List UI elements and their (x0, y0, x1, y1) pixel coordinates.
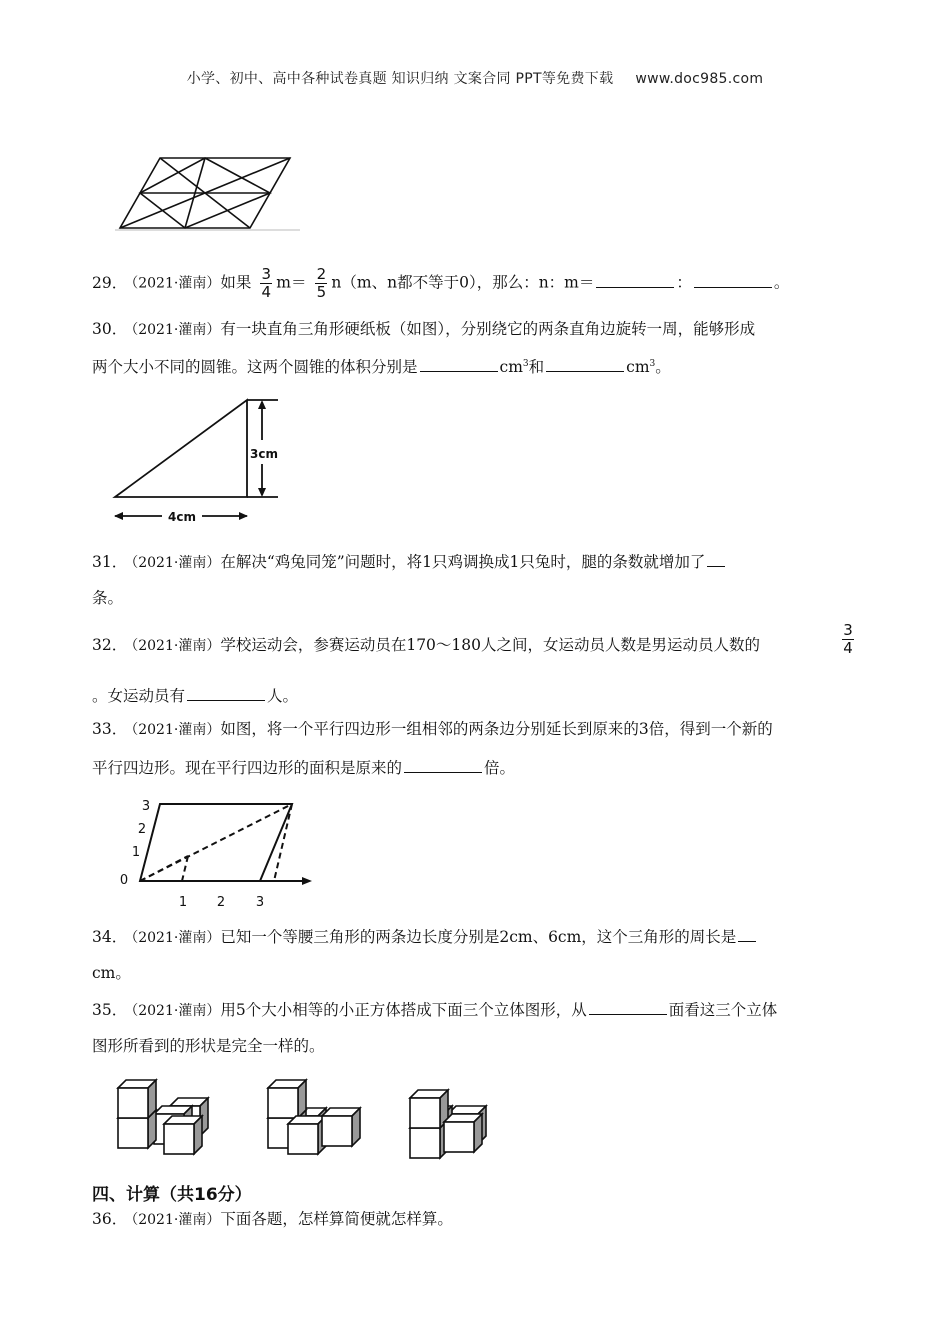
question-33-line-1 (92, 718, 773, 741)
question-34-line-1 (92, 925, 758, 949)
axis-x-tick-2: 2 (216, 895, 226, 910)
q30-text-1: 有一块直角三角形硬纸板（如图），分别绕它的两条直角边旋转一周，能够形成 (220, 320, 756, 338)
q29-source: （2021·灌南） (131, 275, 221, 292)
q35-number: 35． (92, 1001, 128, 1019)
question-31-line-1 (92, 550, 727, 574)
q33-text-2b: 倍。 (484, 759, 516, 777)
q29-blank-2[interactable] (694, 271, 772, 288)
axis-y-tick-2: 2 (137, 822, 147, 837)
q29-text-d: ： (676, 273, 692, 292)
q30-text-2c: 和 (528, 358, 545, 377)
axis-y-tick-1: 1 (131, 845, 141, 860)
q34-source: （2021·灌南） (131, 930, 221, 946)
q33-blank[interactable] (404, 756, 482, 773)
q33-text-1: 如图，将一个平行四边形一组相邻的两条边分别延长到原来的3倍，得到一个新的 (220, 720, 773, 738)
q29-number: 29． (92, 273, 128, 292)
q30-text-2a: 两个大小不同的圆锥。这两个圆锥的体积分别是 (92, 358, 418, 377)
question-30-line-2 (92, 353, 671, 378)
q31-text-1: 在解决“鸡兔同笼”问题时，将1只鸡调换成1只兔时，腿的条数就增加了 (220, 553, 706, 571)
axis-x-tick-1: 1 (178, 895, 188, 910)
question-33-line-2 (92, 756, 515, 779)
header-url[interactable]: www.doc985.com (635, 71, 764, 87)
q29-frac1-denominator: 4 (261, 283, 272, 301)
q30-unit-1: cm (499, 358, 523, 377)
parallelogram-diagonals-figure (110, 150, 300, 232)
q32-source: （2021·灌南） (131, 638, 221, 654)
q34-text-2: cm。 (92, 964, 131, 982)
q30-unit-2: cm (626, 358, 650, 377)
q31-blank[interactable] (707, 550, 725, 567)
axis-y-tick-3: 3 (141, 799, 151, 814)
question-32-line-2 (92, 684, 298, 707)
cube-structure-2 (268, 1080, 360, 1154)
q32-frac-denominator: 4 (843, 639, 853, 657)
right-triangle-figure (110, 392, 285, 527)
axis-origin-0: 0 (119, 873, 129, 888)
q30-blank-2[interactable] (546, 355, 624, 372)
axis-x-tick-3: 3 (255, 895, 265, 910)
q29-frac2-numerator: 2 (316, 265, 327, 283)
question-30-line-1 (92, 318, 755, 341)
q32-text-2b: 人。 (267, 687, 299, 705)
q32-frac-numerator: 3 (843, 621, 853, 639)
q29-frac2-denominator: 5 (316, 283, 327, 301)
q32-blank[interactable] (187, 684, 265, 701)
q32-number: 32． (92, 636, 128, 654)
q32-text-1: 学校运动会，参赛运动员在170～180人之间，女运动员人数是男运动员人数的 (220, 636, 760, 654)
cube-structures-figure (110, 1070, 530, 1162)
q35-source: （2021·灌南） (131, 1003, 221, 1019)
cube-structure-3 (410, 1090, 486, 1158)
page-header (0, 68, 950, 88)
question-36 (92, 1208, 453, 1231)
parallelogram-axes-figure (112, 794, 317, 914)
triangle-height-label: 3cm (250, 447, 278, 461)
question-34-line-2 (92, 962, 131, 984)
q29-text-b: m＝ (276, 273, 307, 292)
q33-text-2a: 平行四边形。现在平行四边形的面积是原来的 (92, 759, 403, 777)
q35-text-1a: 用5个大小相等的小正方体搭成下面三个立体图形，从 (220, 1001, 587, 1019)
q29-fraction-2 (315, 266, 327, 301)
q32-text-2a: 。女运动员有 (92, 687, 186, 705)
q29-text-a: 如果 (220, 273, 252, 292)
header-text: 小学、初中、高中各种试卷真题 知识归纳 文案合同 PPT等免费下载 (186, 71, 614, 87)
q33-source: （2021·灌南） (131, 722, 221, 738)
triangle-base-label: 4cm (168, 510, 196, 524)
cube-structure-1 (118, 1080, 208, 1154)
q35-text-2: 图形所看到的形状是完全一样的。 (92, 1037, 325, 1055)
q31-number: 31． (92, 553, 128, 571)
q35-blank[interactable] (589, 998, 667, 1015)
q30-sup-2: 3 (649, 359, 656, 369)
q34-blank[interactable] (738, 925, 756, 942)
q34-text-1: 已知一个等腰三角形的两条边长度分别是2cm、6cm，这个三角形的周长是 (220, 928, 737, 946)
q35-text-1b: 面看这三个立体 (668, 1001, 778, 1019)
q36-source: （2021·灌南） (131, 1212, 221, 1228)
q30-number: 30． (92, 320, 128, 338)
q29-fraction-1 (260, 266, 272, 301)
q36-text: 下面各题，怎样算简便就怎样算。 (220, 1210, 453, 1228)
q30-text-2e: 。 (655, 358, 671, 377)
section-4-title: 四、计算（共16分） (92, 1185, 252, 1205)
q33-number: 33． (92, 720, 128, 738)
q29-text-c: n（m、n都不等于0），那么：n：m＝ (331, 273, 595, 292)
question-35-line-1 (92, 998, 777, 1022)
q29-blank-1[interactable] (596, 271, 674, 288)
q29-text-e: 。 (773, 273, 790, 292)
q30-blank-1[interactable] (420, 355, 498, 372)
q29-frac1-numerator: 3 (261, 265, 272, 283)
question-35-line-2 (92, 1035, 325, 1057)
q32-fraction (842, 622, 854, 657)
q36-number: 36． (92, 1210, 128, 1228)
question-31-line-2 (92, 587, 123, 609)
question-29 (92, 266, 789, 301)
question-32-line-1 (92, 634, 760, 657)
q31-text-2: 条。 (92, 589, 124, 607)
q34-number: 34． (92, 928, 128, 946)
q30-sup-1: 3 (522, 359, 529, 369)
q30-source: （2021·灌南） (131, 322, 221, 338)
q31-source: （2021·灌南） (131, 555, 221, 571)
